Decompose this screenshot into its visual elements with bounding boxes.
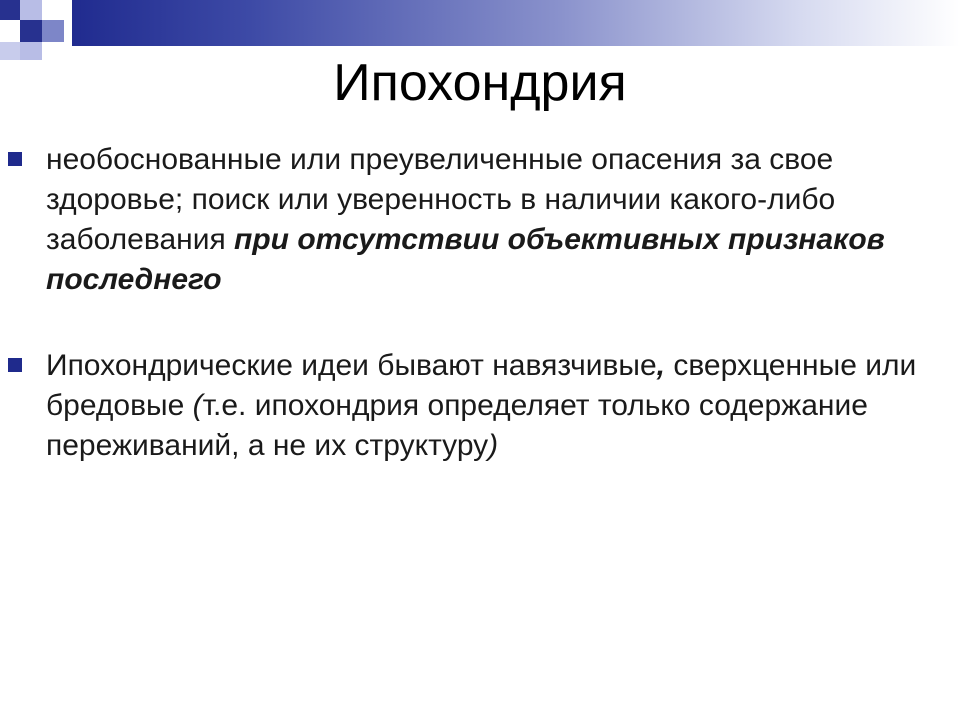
- bullet-emphasis: при отсутствии объективных признаков последнего: [46, 223, 885, 296]
- bullet-square-icon: [8, 358, 22, 372]
- header-gradient-band: [72, 0, 960, 46]
- decor-square: [20, 0, 42, 20]
- decor-square: [0, 20, 20, 42]
- bullet-list: [8, 140, 938, 466]
- decor-square: [0, 0, 20, 20]
- bullet-text-comma: ,: [656, 349, 674, 382]
- bullet-text: сверхценные или бредовые: [46, 349, 917, 422]
- decor-square: [20, 20, 42, 42]
- bullet-text: необоснованные или преувеличенные опасения за свое здоровье; поиск или уверенность в наличии какого-либо заболевания: [46, 143, 836, 256]
- bullet-text-paren: ): [488, 429, 499, 462]
- slide-title: Ипохондрия: [333, 54, 627, 112]
- bullet-item: [8, 140, 938, 300]
- bullet-text-paren: (: [192, 389, 203, 422]
- decor-square: [42, 20, 64, 42]
- bullet-text: Ипохондрические идеи бывают навязчивые: [46, 349, 657, 382]
- decor-square: [42, 0, 64, 20]
- bullet-square-icon: [8, 152, 22, 166]
- bullet-item: [8, 346, 938, 466]
- bullet-text: т.е. ипохондрия определяет только содержание переживаний, а не их структуру: [46, 389, 868, 462]
